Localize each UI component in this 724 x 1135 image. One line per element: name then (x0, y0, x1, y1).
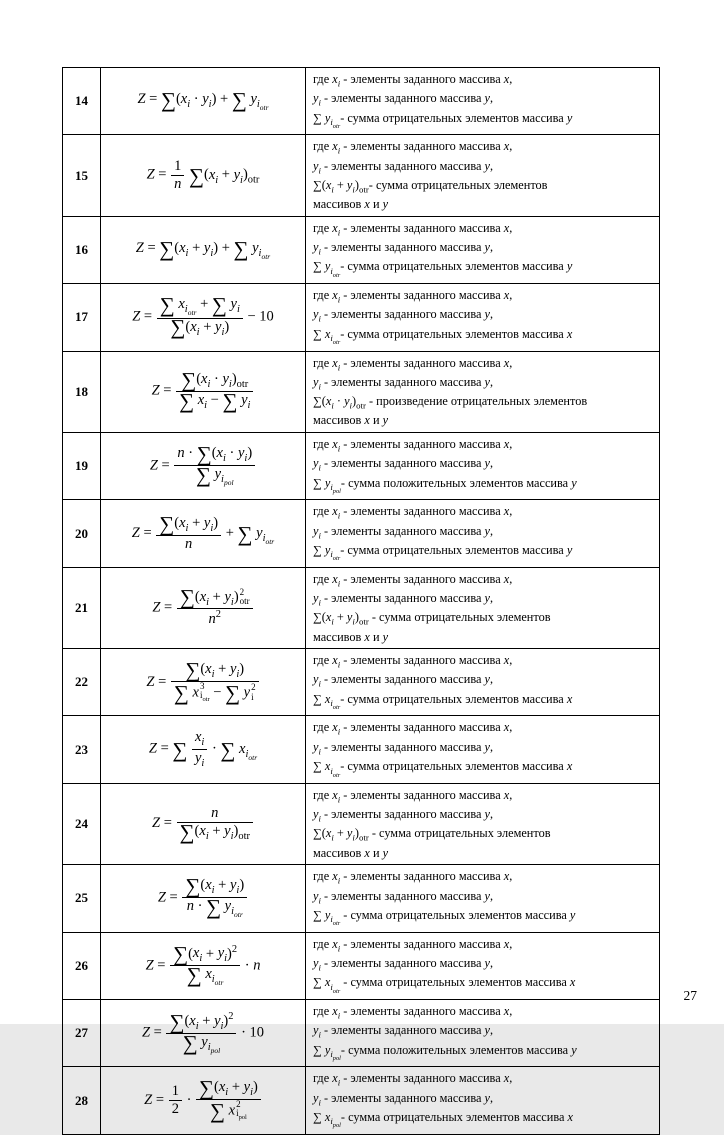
table-row (63, 216, 660, 283)
description-cell: где $x_i$ - элементы заданного массива x, $y_i$ - элементы заданного массива y, ∑ $x_{i_{otr}}-$ сумма отрицательных элементов массива x (306, 716, 660, 783)
row-number-cell: 15 (63, 135, 101, 216)
description-cell: где $x_i$ - элементы заданного массива x, $y_i$ - элементы заданного массива y, ∑ $x_{i_{pol}}-$ сумма отрицательных элементов массива x (306, 1067, 660, 1134)
table-row (63, 1000, 660, 1067)
formula-cell: Z = $\sum(x_i + y_i)$ ∑ x 3 $i_{otr}$ − ∑ y 2 i (101, 649, 306, 716)
formula-cell: Z = $\frac{\sum x_{i_{otr}} + \sum y_i}{\sum(x_i + y_i)}$ − 10 (101, 284, 306, 351)
row-number-cell: 28 (63, 1067, 101, 1134)
formula-table (62, 67, 660, 1135)
table-row (63, 135, 660, 216)
formula-cell: Z = ∑ $\frac{x_i}{y_i}$ · ∑ $x_{i_{otr}}$ (101, 716, 306, 783)
table-row (63, 284, 660, 351)
formula-cell: $Z = \sum(x_i + y_i)$ + ∑ $y_{i_{otr}}$ (101, 216, 306, 283)
table-row (63, 68, 660, 135)
row-number-cell: 24 (63, 783, 101, 864)
description-cell: где $x_i$ - элементы заданного массива x, $y_i$ - элементы заданного массива y, ∑ $y_{i_{pol}}-$ сумма положительных элементов массива y (306, 432, 660, 499)
row-number-cell: 22 (63, 649, 101, 716)
row-number-cell: 17 (63, 284, 101, 351)
description-cell: где $x_i$ - элементы заданного массива x, $y_i$ - элементы заданного массива y, $\sum(x_i \cdot y_i)_{otr}$ - произведение отрицательных элементов массивов x и y (306, 351, 660, 432)
table-row (63, 649, 660, 716)
description-cell: где $x_i$ - элементы заданного массива x, $y_i$ - элементы заданного массива y, ∑ $x_{i_{otr}}$ - сумма отрицательных элементов массива x (306, 932, 660, 999)
row-number-cell: 14 (63, 68, 101, 135)
formula-cell: Z = $\frac{n \cdot \sum(x_i \cdot y_i)}{\sum y_{i_{pol}}}$ (101, 432, 306, 499)
formula-cell: Z = $\frac{1}{2}$ · $\sum(x_i + y_i)$ ∑ x 2 $i_{pol}$ (101, 1067, 306, 1134)
table-row (63, 932, 660, 999)
formula-cell: Z = $\frac{\sum(x_i + y_i)}{n}$ + ∑ $y_{i_{otr}}$ (101, 500, 306, 567)
table-row (63, 500, 660, 567)
row-number-cell: 25 (63, 865, 101, 932)
description-cell: где $x_i$ - элементы заданного массива x, $y_i$ - элементы заданного массива y, ∑ $y_{i_{otr}}$ - сумма отрицательных элементов массива y (306, 865, 660, 932)
description-cell: где $x_i$ - элементы заданного массива x, $y_i$ - элементы заданного массива y, ∑ $y_{i_{otr}}-$ сумма отрицательных элементов массива y (306, 500, 660, 567)
row-number-cell: 19 (63, 432, 101, 499)
row-number-cell: 18 (63, 351, 101, 432)
table-row (63, 716, 660, 783)
row-number-cell: 20 (63, 500, 101, 567)
description-cell: где $x_i$ - элементы заданного массива x, $y_i$ - элементы заданного массива y, ∑ $x_{i_{otr}}-$ сумма отрицательных элементов массива x (306, 284, 660, 351)
row-number-cell: 26 (63, 932, 101, 999)
row-number-cell: 23 (63, 716, 101, 783)
formula-cell: Z = $\frac{\sum(x_i + y_i)^2}{\sum y_{i_{pol}}}$ · 10 (101, 1000, 306, 1067)
row-number-cell: 16 (63, 216, 101, 283)
description-cell: где $x_i$ - элементы заданного массива x, $y_i$ - элементы заданного массива y, $\sum(x_i + y_i)_{otr}-$ сумма отрицательных элементов массивов x и y (306, 135, 660, 216)
page-number: 27 (683, 988, 697, 1003)
description-cell: где $x_i$ - элементы заданного массива x, $y_i$ - элементы заданного массива y, ∑ $y_{i_{otr}}-$ сумма отрицательных элементов массива y (306, 68, 660, 135)
description-cell: где $x_i$ - элементы заданного массива x, $y_i$ - элементы заданного массива y, $\sum(x_i + y_i)_{otr}$ - сумма отрицательных элементов массивов x и y (306, 783, 660, 864)
description-cell: где $x_i$ - элементы заданного массива x, $y_i$ - элементы заданного массива y, ∑ $y_{i_{otr}}-$ сумма отрицательных элементов массива y (306, 216, 660, 283)
table-row (63, 865, 660, 932)
row-number-cell: 21 (63, 567, 101, 648)
description-cell: где $x_i$ - элементы заданного массива x, $y_i$ - элементы заданного массива y, $\sum(x_i + y_i)_{otr}$ - сумма отрицательных элементов массивов x и y (306, 567, 660, 648)
formula-cell: Z = $\sum(x_i + y_i)$ 2 otr $n^2$ (101, 567, 306, 648)
formula-cell: Z = $\frac{\sum(x_i + y_i)}{n \cdot \sum y_{i_{otr}}}$ (101, 865, 306, 932)
formula-cell: Z = $\frac{1}{n}$ $\sum(x_i + y_i)_{otr}$ (101, 135, 306, 216)
table-row (63, 1067, 660, 1134)
formula-cell: Z = $\frac{n}{\sum(x_i + y_i)_{otr}}$ (101, 783, 306, 864)
description-cell: где $x_i$ - элементы заданного массива x, $y_i$ - элементы заданного массива y, ∑ $y_{i_{pol}}-$ сумма положительных элементов массива y (306, 1000, 660, 1067)
row-number-cell: 27 (63, 1000, 101, 1067)
description-cell: где $x_i$ - элементы заданного массива x, $y_i$ - элементы заданного массива y, ∑ $x_{i_{otr}}-$ сумма отрицательных элементов массива x (306, 649, 660, 716)
table-row (63, 783, 660, 864)
formula-cell: $Z = \sum(x_i \cdot y_i)$ + ∑ $y_{i_{otr}}$ (101, 68, 306, 135)
table-row (63, 567, 660, 648)
table-row (63, 432, 660, 499)
formula-cell: Z = $\frac{\sum(x_i + y_i)^2}{\sum x_{i_{otr}}}$ · n (101, 932, 306, 999)
table-row (63, 351, 660, 432)
formula-cell: Z = $\frac{\sum(x_i \cdot y_i)_{otr}}{\sum x_i - \sum y_i}$ (101, 351, 306, 432)
table-body (63, 68, 660, 1135)
